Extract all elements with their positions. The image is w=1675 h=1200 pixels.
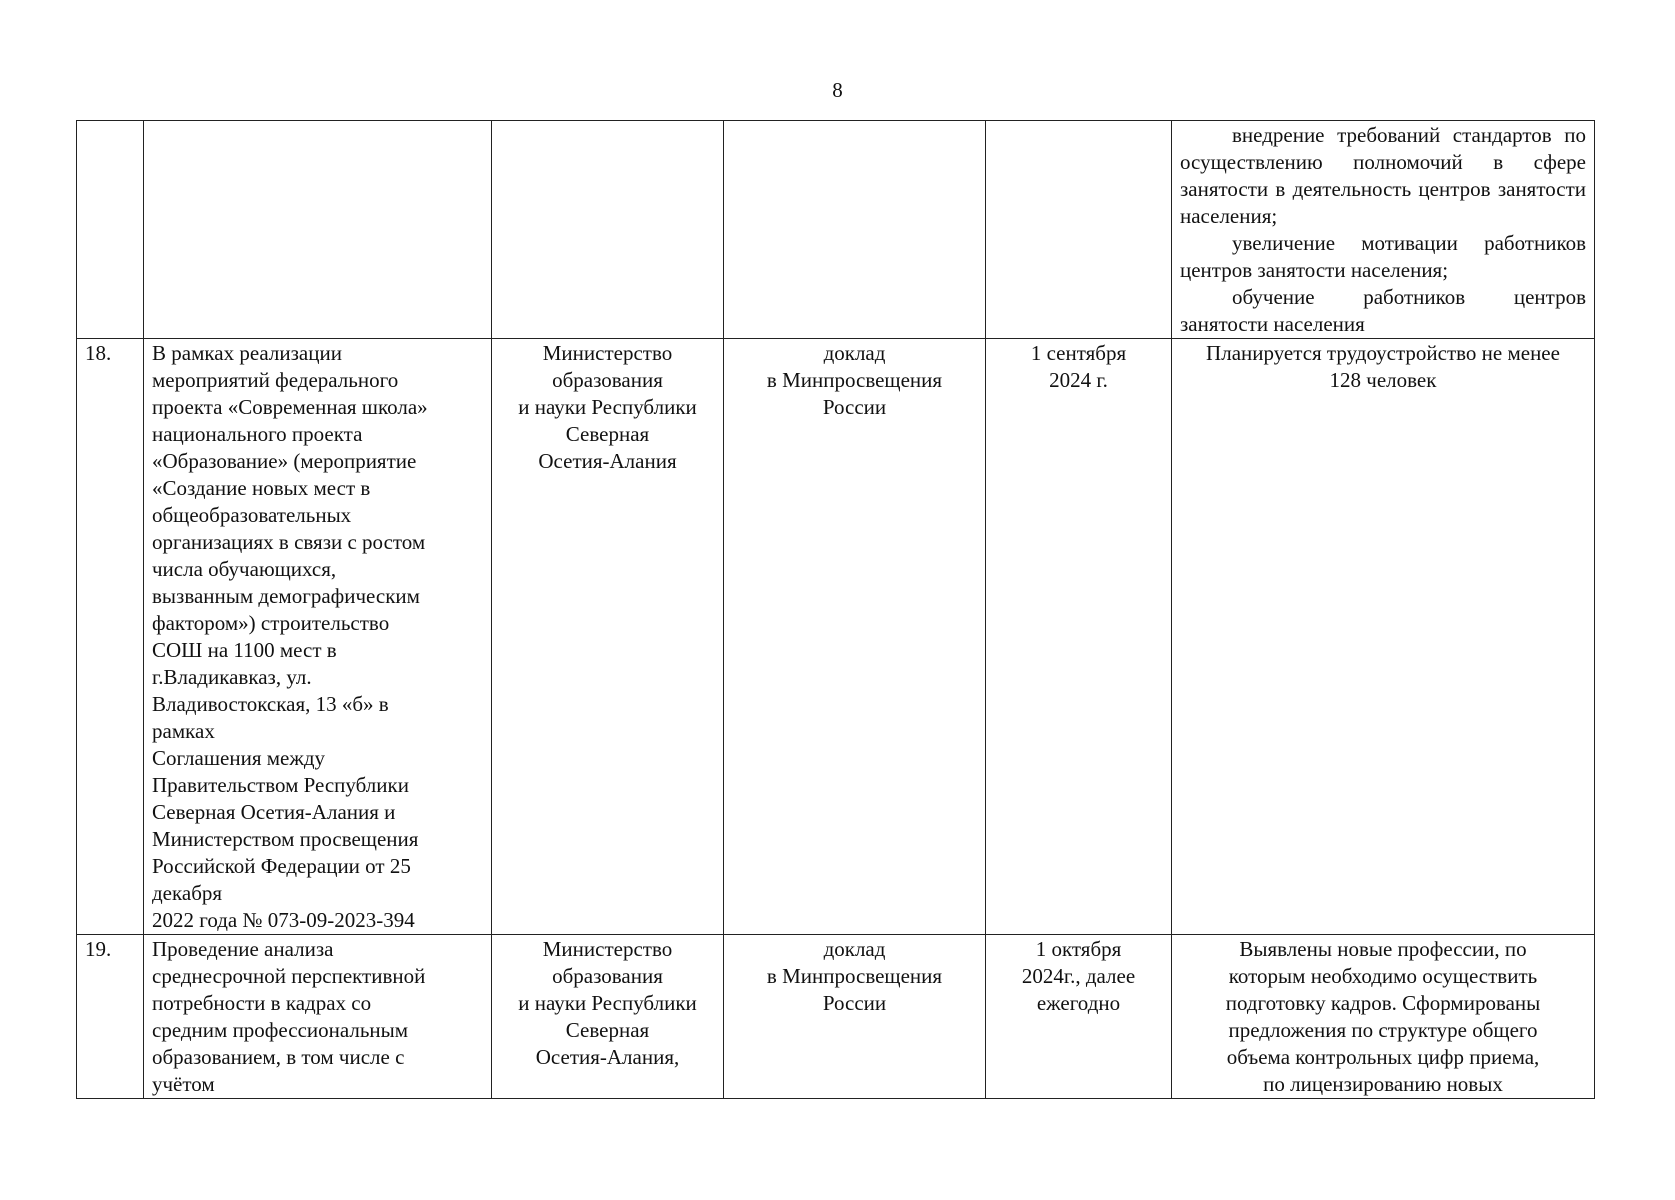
- event-line: Владивостокская, 13 «б» в: [152, 692, 389, 716]
- responsible-line: и науки Республики: [518, 991, 697, 1015]
- deadline-line: 2024 г.: [1049, 368, 1108, 392]
- event-line: «Образование» (мероприятие: [152, 449, 417, 473]
- event-line: среднесрочной перспективной: [152, 964, 426, 988]
- form-cell: [724, 339, 986, 935]
- deadline-cell: [986, 121, 1172, 339]
- event-line: фактором») строительство: [152, 611, 390, 635]
- responsible-cell: [492, 935, 724, 1099]
- table-row: [77, 339, 1595, 935]
- responsible-line: Министерство: [542, 341, 673, 365]
- event-cell: [144, 339, 492, 935]
- form-line: России: [822, 395, 887, 419]
- deadline-line: ежегодно: [1036, 991, 1121, 1015]
- responsible-line: Осетия-Алания,: [535, 1045, 680, 1069]
- page-number: 8: [832, 78, 843, 102]
- deadline-line: 1 октября: [1035, 937, 1122, 961]
- event-line: общеобразовательных: [152, 503, 352, 527]
- event-line: Министерством просвещения: [152, 827, 419, 851]
- event-line: мероприятий федерального: [152, 368, 399, 392]
- result-line: подготовку кадров. Сформированы: [1225, 991, 1541, 1015]
- event-line: национального проекта: [152, 422, 363, 446]
- event-cell: [144, 121, 492, 339]
- result-paragraph: внедрение требований стандартов по осуществлению полномочий в сфере занятости в деятельность центров занятости населения;: [1180, 123, 1586, 228]
- form-line: доклад: [823, 341, 886, 365]
- event-line: Правительством Республики: [152, 773, 409, 797]
- responsible-cell: [492, 121, 724, 339]
- form-line: в Минпросвещения: [766, 964, 943, 988]
- event-line: Проведение анализа: [152, 937, 334, 961]
- deadline-line: 2024г., далее: [1021, 964, 1136, 988]
- deadline-line: 1 сентября: [1030, 341, 1127, 365]
- result-line: 128 человек: [1329, 368, 1437, 392]
- responsible-line: образования: [552, 964, 663, 988]
- responsible-cell: [492, 339, 724, 935]
- event-line: средним профессиональным: [152, 1018, 409, 1042]
- row-number-cell: [77, 121, 144, 339]
- responsible-line: Северная: [565, 1018, 650, 1042]
- event-line: 2022 года № 073-09-2023-394: [152, 908, 415, 932]
- event-line: Соглашения между: [152, 746, 326, 770]
- form-cell: [724, 121, 986, 339]
- event-line: Российской Федерации от 25: [152, 854, 411, 878]
- result-line: которым необходимо осуществить: [1228, 964, 1538, 988]
- result-paragraph: увеличение мотивации работников центров занятости населения;: [1180, 231, 1586, 282]
- event-line: проекта «Современная школа»: [152, 395, 428, 419]
- result-line: Планируется трудоустройство не менее: [1206, 341, 1560, 365]
- event-line: потребности в кадрах со: [152, 991, 372, 1015]
- result-cell: [1172, 339, 1595, 935]
- event-line: образованием, в том числе с: [152, 1045, 405, 1069]
- event-cell: [144, 935, 492, 1099]
- form-line: доклад: [823, 937, 886, 961]
- deadline-cell: [986, 935, 1172, 1099]
- responsible-line: Министерство: [542, 937, 673, 961]
- result-line: объема контрольных цифр приема,: [1226, 1045, 1540, 1069]
- row-number-cell: 19.: [77, 935, 144, 1099]
- form-line: России: [822, 991, 887, 1015]
- responsible-line: Северная: [565, 422, 650, 446]
- action-plan-table: [76, 120, 1595, 1099]
- responsible-line: Осетия-Алания: [538, 449, 677, 473]
- result-line: по лицензированию новых: [1263, 1072, 1503, 1096]
- event-line: Северная Осетия-Алания и: [152, 800, 396, 824]
- deadline-cell: [986, 339, 1172, 935]
- event-line: вызванным демографическим: [152, 584, 420, 608]
- event-line: учётом: [152, 1072, 215, 1096]
- event-line: рамках: [152, 719, 215, 743]
- row-number-cell: 18.: [77, 339, 144, 935]
- event-line: декабря: [152, 881, 223, 905]
- event-line: В рамках реализации: [152, 341, 342, 365]
- result-cell: [1172, 935, 1595, 1099]
- result-line: Выявлены новые профессии, по: [1239, 937, 1527, 961]
- event-line: «Создание новых мест в: [152, 476, 371, 500]
- table-row: [77, 121, 1595, 339]
- form-line: в Минпросвещения: [766, 368, 943, 392]
- event-line: г.Владикавказ, ул.: [152, 665, 312, 689]
- form-cell: [724, 935, 986, 1099]
- result-cell: [1172, 121, 1595, 339]
- result-paragraph: обучение работников центров занятости населения: [1180, 285, 1586, 336]
- event-line: организациях в связи с ростом: [152, 530, 426, 554]
- table-row: [77, 935, 1595, 1099]
- event-line: числа обучающихся,: [152, 557, 337, 581]
- event-line: СОШ на 1100 мест в: [152, 638, 337, 662]
- result-line: предложения по структуре общего: [1228, 1018, 1538, 1042]
- responsible-line: образования: [552, 368, 663, 392]
- responsible-line: и науки Республики: [518, 395, 697, 419]
